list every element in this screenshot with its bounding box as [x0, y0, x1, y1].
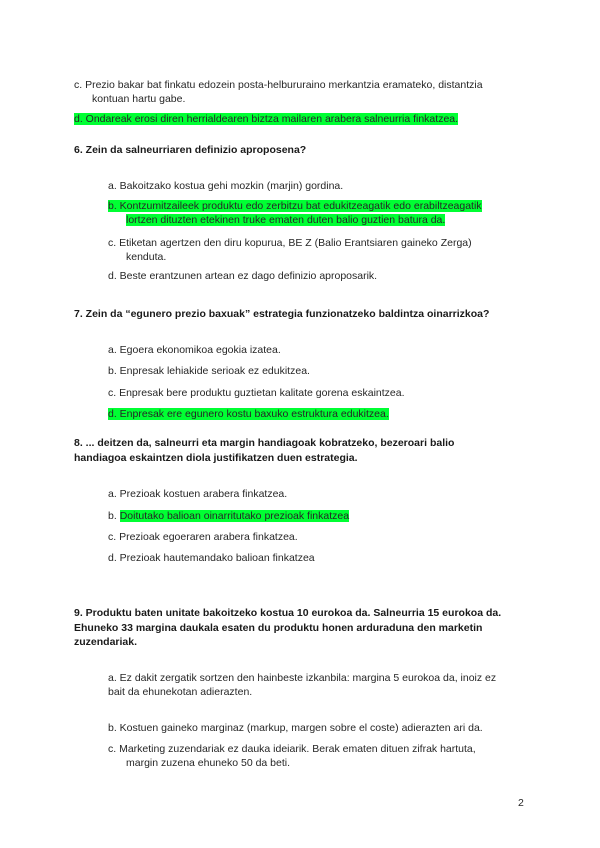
q9-option-c-line1: c. Marketing zuzendariak ez dauka ideiarik. Berak ematen dituen zifrak hartuta,: [108, 743, 476, 755]
answer-highlight: d. Ondareak erosi diren herrialdearen biztza mailaren arabera salneurria finkatzea.: [74, 113, 459, 125]
question-7-title: 7. Zein da “egunero prezio baxuak” estrategia funzionatzeko baldintza oinarrizkoa?: [74, 308, 490, 320]
q9-option-a-line1: a. Ez dakit zergatik sortzen den hainbeste izkanbila: margina 5 eurokoa da, inoiz ez: [108, 672, 497, 684]
q7-option-b: b. Enpresak lehiakide serioak ez edukitzea.: [108, 365, 310, 377]
question-9-title-line2: Ehuneko 33 margina daukala esaten du produktu honen arduraduna den marketin: [74, 622, 483, 634]
q6-option-c-line2: kenduta.: [126, 251, 167, 263]
answer-highlight: b. Kontzumitzaileek produktu edo zerbitzu bat edukitzeagatik edo erabiltzeagatik: [108, 200, 482, 212]
page-number: 2: [518, 797, 524, 809]
question-9-title-line3: zuzendariak.: [74, 636, 138, 648]
answer-highlight: Doitutako balioan oinarritutako prezioak finkatzea: [119, 510, 350, 522]
prev-option-d: [74, 112, 458, 126]
q6-option-b-line2: [126, 213, 445, 227]
q6-option-d: d. Beste erantzunen artean ez dago definizio aproposarik.: [108, 270, 378, 282]
q9-option-c-line2: margin zuzena ehuneko 50 da beti.: [126, 757, 291, 769]
q8-option-c: c. Prezioak egoeraren arabera finkatzea.: [108, 531, 298, 543]
answer-highlight: d. Enpresak ere egunero kostu baxuko estruktura edukitzea.: [108, 408, 389, 420]
question-8-title-line2: handiagoa eskaintzen diola justifikatzen duen estrategia.: [74, 452, 358, 464]
q8-option-d: d. Prezioak hautemandako balioan finkatzea: [108, 552, 315, 564]
question-6-title: 6. Zein da salneurriaren definizio aproposena?: [74, 144, 307, 156]
question-9-title-line1: 9. Produktu baten unitate bakoitzeko kostua 10 eurokoa da. Salneurria 15 eurokoa da.: [74, 607, 502, 619]
q8-option-a: a. Prezioak kostuen arabera finkatzea.: [108, 488, 288, 500]
question-8-title-line1: 8. ... deitzen da, salneurri eta margin handiagoak kobratzeko, bezeroari balio: [74, 437, 455, 449]
prev-option-c-line1: c. Prezio bakar bat finkatu edozein posta-helbururaino merkantzia eramateko, distantzia: [74, 79, 483, 91]
q9-option-b: b. Kostuen gaineko marginaz (markup, margen sobre el coste) adierazten ari da.: [108, 722, 483, 734]
q6-option-a: a. Bakoitzako kostua gehi mozkin (marjin) gordina.: [108, 180, 344, 192]
q7-option-c: c. Enpresak bere produktu guztietan kalitate gorena eskaintzea.: [108, 387, 405, 399]
prev-option-c-line2: kontuan hartu gabe.: [92, 93, 186, 105]
q6-option-b-line1: [108, 199, 482, 213]
q8-option-b: [108, 509, 349, 523]
q9-option-a-line2: bait da ehunekotan adierazten.: [108, 686, 253, 698]
answer-highlight: lortzen dituzten etekinen truke ematen duten balio guztien batura da.: [126, 214, 446, 226]
q6-option-c-line1: c. Etiketan agertzen den diru kopurua, BE Z (Balio Erantsiaren gaineko Zerga): [108, 237, 472, 249]
q7-option-a: a. Egoera ekonomikoa egokia izatea.: [108, 344, 281, 356]
q7-option-d: [108, 407, 389, 421]
option-letter: b.: [108, 510, 120, 522]
